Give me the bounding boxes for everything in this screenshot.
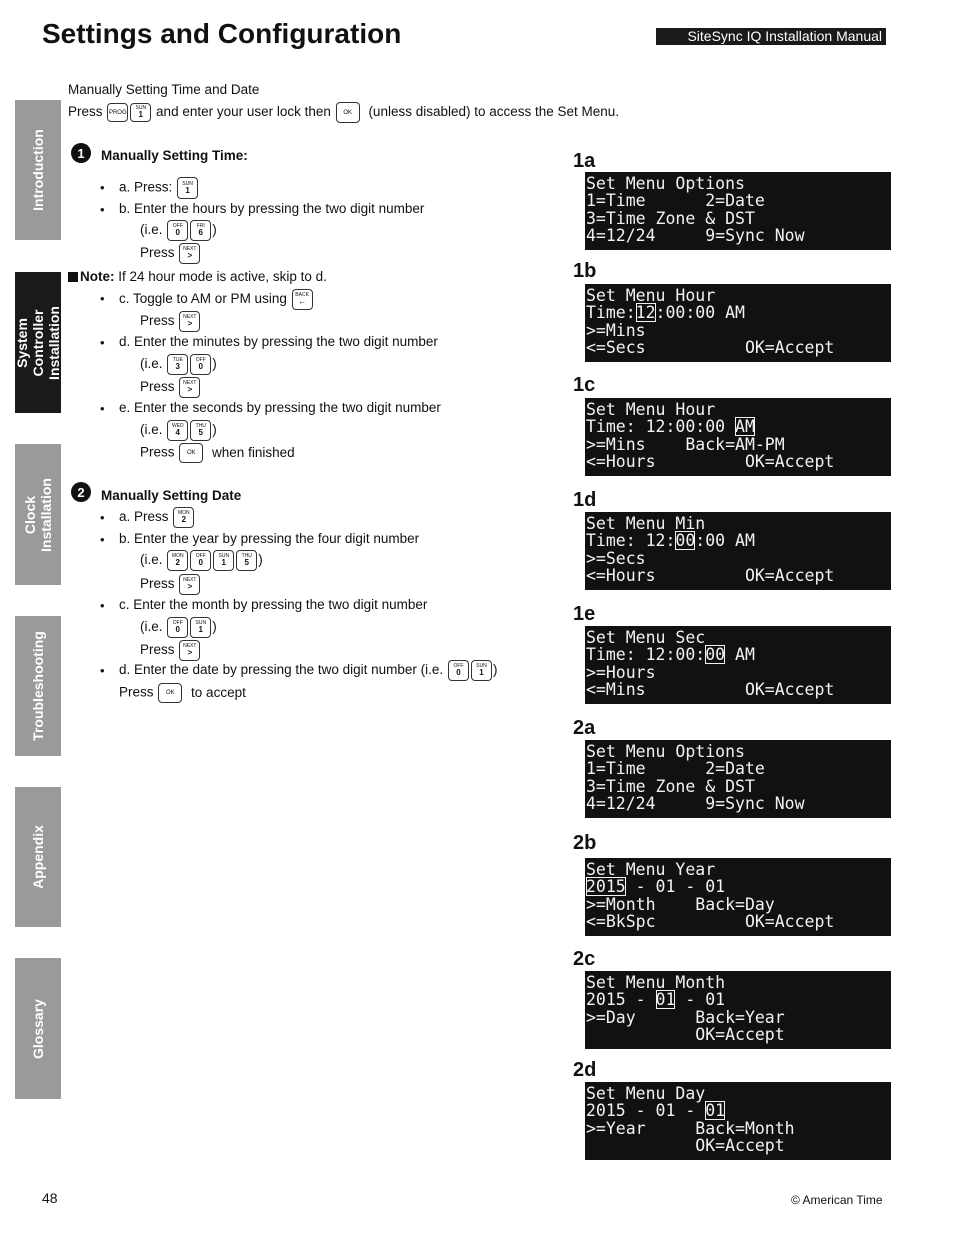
step-1-number-icon: 1 — [71, 143, 91, 163]
page-title: Settings and Configuration — [42, 18, 402, 49]
sun-1-key-icon: SUN 1 — [213, 550, 234, 571]
lcd-line: OK=Accept — [586, 1024, 785, 1044]
ok-key-icon: OK — [179, 443, 203, 463]
figure-label: 2a — [573, 717, 596, 739]
figure-label: 2c — [573, 948, 596, 970]
lcd-line: 1=Time 2=Date — [586, 759, 765, 779]
lcd-line: >=Mins Back=AM-PM — [586, 434, 785, 454]
lcd-line: Set Menu Year — [586, 860, 716, 879]
mon-2-key-icon: MON 2 — [167, 550, 188, 571]
lcd-display — [585, 172, 891, 250]
lcd-line: Set Menu Day — [586, 1084, 706, 1103]
intro-press: Press — [68, 104, 103, 120]
note-text: Note: If 24 hour mode is active, skip to d. — [68, 269, 327, 284]
s1-step-c: c. Toggle to AM or PM using BACK ← — [119, 289, 314, 310]
tab-glossary-label: Glossary — [30, 998, 46, 1059]
next-key-icon: NEXT > — [179, 640, 200, 661]
next-key-icon: NEXT > — [179, 311, 200, 332]
lcd-line: Set Menu Options — [586, 742, 745, 761]
s1-step-e-press: Press OK when finished — [140, 443, 295, 463]
mon-2-key-icon: MON 2 — [173, 507, 194, 528]
off-0-key-icon: OFF 0 — [190, 550, 211, 571]
tab-clock-installation-label: Clock Installation — [22, 477, 54, 552]
lcd-line: <=BkSpc OK=Accept — [586, 911, 835, 931]
off-0-key-icon: OFF 0 — [167, 617, 188, 638]
thu-5-key-icon: THU 5 — [236, 550, 257, 571]
bullet-icon: • — [100, 510, 105, 525]
manual-title-badge: SiteSync IQ Installation Manual — [656, 28, 886, 45]
tab-introduction-label: Introduction — [30, 129, 46, 211]
off-0-key-icon: OFF 0 — [448, 660, 469, 681]
figure-label: 1d — [573, 489, 597, 511]
lcd-line: >=Mins — [586, 320, 646, 340]
page-number: 48 — [42, 1190, 58, 1206]
lcd-line: >=Hours — [586, 662, 656, 682]
lcd-line: >=Day Back=Year — [586, 1007, 785, 1027]
tab-appendix-label: Appendix — [30, 825, 46, 889]
lcd-line: Set Menu Month — [586, 973, 726, 992]
lcd-display — [585, 971, 891, 1049]
s1-step-d-press: Press NEXT > — [140, 377, 201, 398]
sun-1-key-icon: SUN 1 — [471, 660, 492, 681]
lcd-display — [585, 740, 891, 818]
lcd-line: OK=Accept — [586, 1135, 785, 1155]
bullet-icon: • — [100, 401, 105, 416]
section1-heading: Manually Setting Time: — [101, 148, 248, 163]
copyright: © American Time — [791, 1193, 883, 1207]
lcd-line: >=Year Back=Month — [586, 1118, 795, 1138]
bullet-icon: • — [100, 335, 105, 350]
s2-step-b-example: (i.e. MON 2 OFF 0 SUN 1 THU 5 ) — [140, 550, 263, 571]
s1-step-b-press: Press NEXT > — [140, 243, 201, 264]
lcd-line: 1=Time 2=Date — [586, 191, 765, 211]
lcd-line: Time: 12:00:00 AM — [586, 531, 755, 551]
lcd-line: <=Hours OK=Accept — [586, 451, 835, 471]
lcd-line: Set Menu Options — [586, 174, 745, 193]
next-key-icon: NEXT > — [179, 377, 200, 398]
tab-system-controller-label: System Controller Installation — [14, 305, 63, 380]
lcd-line: Set Menu Min — [586, 514, 706, 533]
lcd-line: >=Secs — [586, 548, 646, 568]
lcd-line: Time: 12:00:00 AM — [586, 645, 755, 665]
sun-1-key-icon: SUN 1 — [177, 177, 198, 199]
bullet-icon: • — [100, 291, 105, 306]
lcd-line: <=Secs OK=Accept — [586, 337, 835, 357]
s2-step-c-example: (i.e. OFF 0 SUN 1 ) — [140, 617, 217, 638]
lcd-line: 3=Time Zone & DST — [586, 208, 755, 228]
sun-1-key-icon: SUN 1 — [190, 617, 211, 638]
s1-step-d-example: (i.e. TUE 3 OFF 0 ) — [140, 354, 217, 375]
lcd-line: Set Menu Sec — [586, 628, 706, 647]
tab-clock-installation[interactable] — [15, 444, 61, 585]
lcd-line: Time:12:00:00 AM — [586, 303, 745, 323]
next-key-icon: NEXT > — [179, 574, 200, 595]
figure-label: 2b — [573, 832, 597, 854]
lcd-line: 4=12/24 9=Sync Now — [586, 225, 805, 245]
lcd-display — [585, 284, 891, 362]
ok-key-icon: OK — [158, 683, 182, 703]
lcd-display — [585, 1082, 891, 1160]
bullet-icon: • — [100, 180, 105, 195]
lcd-line: 3=Time Zone & DST — [586, 776, 755, 796]
lcd-line: 2015 - 01 - 01 — [586, 990, 726, 1010]
lcd-display — [585, 858, 891, 936]
intro-mid: and enter your user lock then — [156, 104, 331, 120]
figure-label: 1b — [573, 260, 597, 282]
tab-troubleshooting-label: Troubleshooting — [30, 631, 46, 741]
s1-step-b-example: (i.e. OFF 0 FRI 6 ) — [140, 220, 217, 241]
tab-appendix[interactable] — [15, 787, 61, 927]
lcd-line: 2015 - 01 - 01 — [586, 1101, 726, 1121]
bullet-icon: • — [100, 663, 105, 678]
lcd-line: >=Month Back=Day — [586, 894, 775, 914]
note-square-icon — [68, 272, 78, 282]
s1-step-b: b. Enter the hours by pressing the two digit number — [119, 201, 425, 216]
tab-troubleshooting[interactable] — [15, 616, 61, 756]
lcd-line: Time: 12:00:00 AM — [586, 417, 755, 437]
s2-step-c: c. Enter the month by pressing the two digit number — [119, 597, 428, 612]
thu-5-key-icon: THU 5 — [190, 420, 211, 441]
s1-step-a: a. Press: SUN 1 — [119, 177, 199, 199]
intro-heading: Manually Setting Time and Date — [68, 82, 260, 97]
lcd-display — [585, 626, 891, 704]
s2-step-b-press: Press NEXT > — [140, 574, 201, 595]
figure-label: 1a — [573, 150, 596, 172]
figure-label: 1c — [573, 374, 596, 396]
lcd-cursor-field: 01 — [655, 990, 676, 1010]
section2-heading: Manually Setting Date — [101, 488, 242, 503]
lcd-line: 2015 - 01 - 01 — [586, 877, 726, 897]
next-key-icon: NEXT > — [179, 243, 200, 264]
lcd-cursor-field: AM — [735, 417, 755, 437]
s2-step-c-press: Press NEXT > — [140, 640, 201, 661]
step-2-number-icon: 2 — [71, 482, 91, 502]
s2-step-b: b. Enter the year by pressing the four digit number — [119, 531, 420, 546]
figure-label: 2d — [573, 1059, 597, 1081]
s2-step-a: a. Press MON 2 — [119, 507, 195, 528]
lcd-line: <=Hours OK=Accept — [586, 565, 835, 585]
s1-step-c-press: Press NEXT > — [140, 311, 201, 332]
fri-6-key-icon: FRI 6 — [190, 220, 211, 241]
lcd-display — [585, 512, 891, 590]
s1-step-e: e. Enter the seconds by pressing the two digit number — [119, 400, 441, 415]
s2-step-d: d. Enter the date by pressing the two digit number (i.e. OFF 0 SUN 1 ) — [119, 660, 497, 681]
s1-step-e-example: (i.e. WED 4 THU 5 ) — [140, 420, 217, 441]
tue-3-key-icon: TUE 3 — [167, 354, 188, 375]
lcd-cursor-field: 12 — [635, 303, 656, 323]
off-0-key-icon: OFF 0 — [190, 354, 211, 375]
intro-end: (unless disabled) to access the Set Menu. — [368, 104, 620, 120]
lcd-line: Set Menu Hour — [586, 286, 716, 305]
bullet-icon: • — [100, 532, 105, 547]
s2-step-d-press: Press OK to accept — [119, 683, 246, 703]
lcd-line: <=Mins OK=Accept — [586, 679, 835, 699]
prog-key-icon: PROG — [107, 103, 128, 122]
off-0-key-icon: OFF 0 — [167, 220, 188, 241]
bullet-icon: • — [100, 202, 105, 217]
ok-key-icon: OK — [336, 102, 360, 123]
lcd-cursor-field: 00 — [675, 531, 696, 551]
lcd-line: 4=12/24 9=Sync Now — [586, 793, 805, 813]
back-key-icon: BACK ← — [292, 289, 313, 310]
tab-introduction[interactable] — [15, 100, 61, 240]
lcd-display — [585, 398, 891, 476]
tab-system-controller-installation[interactable] — [15, 272, 61, 413]
intro-line — [68, 102, 619, 123]
figure-label: 1e — [573, 603, 596, 625]
sun-1-key-icon: SUN 1 — [130, 103, 151, 122]
tab-glossary[interactable] — [15, 958, 61, 1099]
lcd-cursor-field: 2015 — [586, 877, 626, 897]
lcd-cursor-field: 01 — [705, 1101, 726, 1121]
bullet-icon: • — [100, 598, 105, 613]
lcd-cursor-field: 00 — [705, 645, 726, 665]
wed-4-key-icon: WED 4 — [167, 420, 188, 441]
s1-step-d: d. Enter the minutes by pressing the two digit number — [119, 334, 438, 349]
lcd-line: Set Menu Hour — [586, 400, 716, 419]
